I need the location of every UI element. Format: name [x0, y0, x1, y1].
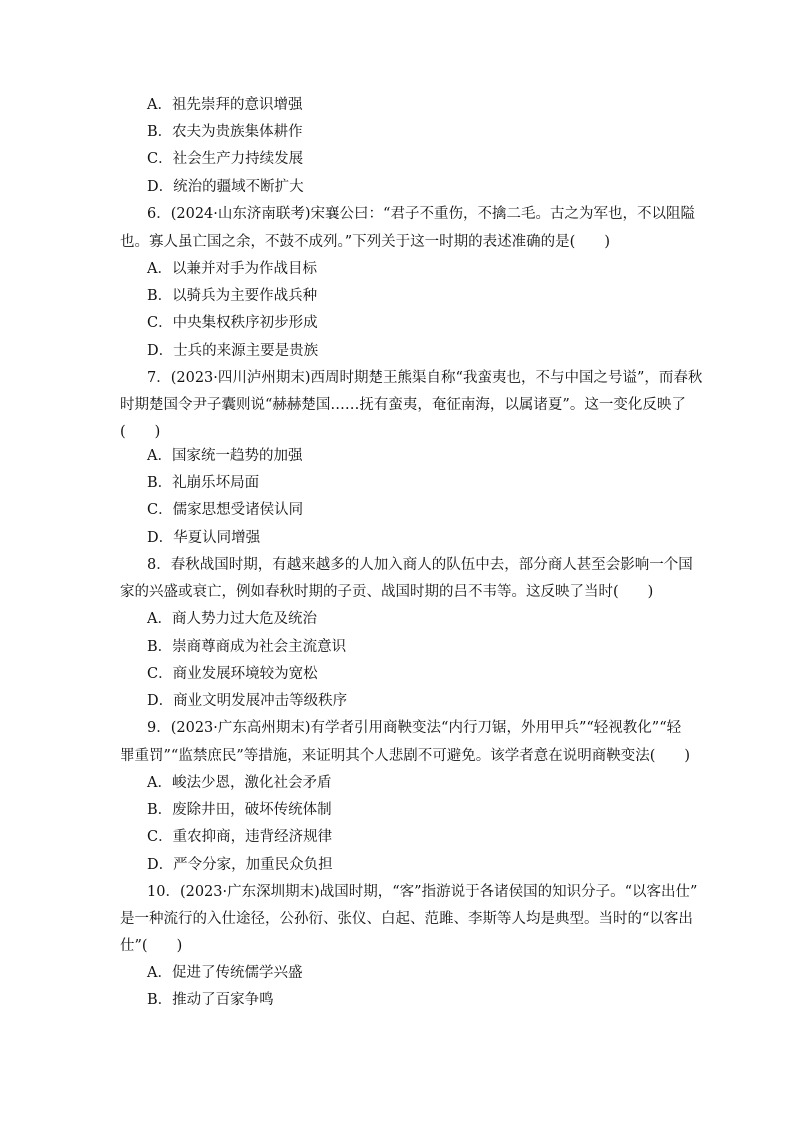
question-10-stem-cont-2: 仕”( ) [120, 938, 183, 954]
option-b-q7: B．礼崩乐坏局面 [147, 475, 260, 491]
option-b-q10: B．推动了百家争鸣 [147, 992, 274, 1008]
question-6-stem: 6．(2024·山东济南联考)宋襄公曰：“君子不重伤，不擒二毛。古之为军也，不以阻隘 [147, 206, 695, 222]
option-a-q10: A．促进了传统儒学兴盛 [147, 965, 303, 981]
question-10-stem: 10．(2023·广东深圳期末)战国时期，“客”指游说于各诸侯国的知识分子。“以客出仕” [147, 884, 698, 900]
question-6-stem-cont: 也。寡人虽亡国之余，不鼓不成列。”下列关于这一时期的表述准确的是( ) [120, 234, 610, 250]
option-d-q7: D．华夏认同增强 [147, 530, 261, 546]
option-c-q5: C．社会生产力持续发展 [147, 151, 304, 167]
option-a-q8: A．商人势力过大危及统治 [147, 611, 317, 627]
question-10-stem-cont: 是一种流行的入仕途径，公孙衍、张仪、白起、范雎、李斯等人均是典型。当时的“以客出 [120, 911, 693, 927]
question-8-stem-cont: 家的兴盛或衰亡，例如春秋时期的子贡、战国时期的吕不韦等。这反映了当时( ) [120, 584, 654, 600]
question-8-stem: 8．春秋战国时期，有越来越多的人加入商人的队伍中去，部分商人甚至会影响一个国 [147, 557, 693, 573]
option-b-q9: B．废除井田，破坏传统体制 [147, 802, 332, 818]
option-a-q5: A．祖先崇拜的意识增强 [147, 97, 303, 113]
question-7-stem: 7．(2023·四川泸州期末)西周时期楚王熊渠自称“我蛮夷也，不与中国之号谥”，而春秋 [147, 370, 703, 386]
option-b-q5: B．农夫为贵族集体耕作 [147, 124, 303, 140]
option-c-q8: C．商业发展环境较为宽松 [147, 666, 318, 682]
option-d-q5: D．统治的疆域不断扩大 [147, 179, 304, 195]
option-d-q9: D．严令分家，加重民众负担 [147, 857, 333, 873]
option-a-q6: A．以兼并对手为作战目标 [147, 261, 317, 277]
option-a-q9: A．峻法少恩，激化社会矛盾 [147, 775, 332, 791]
question-9-stem: 9．(2023·广东高州期末)有学者引用商鞅变法“内行刀锯，外用甲兵”“轻视教化”“轻 [147, 720, 682, 736]
option-c-q7: C．儒家思想受诸侯认同 [147, 502, 304, 518]
question-9-stem-cont: 罪重罚”“监禁庶民”等措施，来证明其个人悲剧不可避免。该学者意在说明商鞅变法( ) [120, 748, 691, 764]
option-b-q8: B．崇商尊商成为社会主流意识 [147, 639, 347, 655]
question-7-stem-cont: 时期楚国令尹子囊则说“赫赫楚国……抚有蛮夷，奄征南海，以属诸夏”。这一变化反映了 [120, 397, 686, 413]
option-d-q6: D．士兵的来源主要是贵族 [147, 343, 319, 359]
option-b-q6: B．以骑兵为主要作战兵种 [147, 288, 318, 304]
option-c-q6: C．中央集权秩序初步形成 [147, 315, 318, 331]
option-a-q7: A．国家统一趋势的加强 [147, 448, 303, 464]
option-d-q8: D．商业文明发展冲击等级秩序 [147, 693, 348, 709]
question-7-answer-blank: ( ) [120, 424, 161, 440]
option-c-q9: C．重农抑商，违背经济规律 [147, 829, 333, 845]
